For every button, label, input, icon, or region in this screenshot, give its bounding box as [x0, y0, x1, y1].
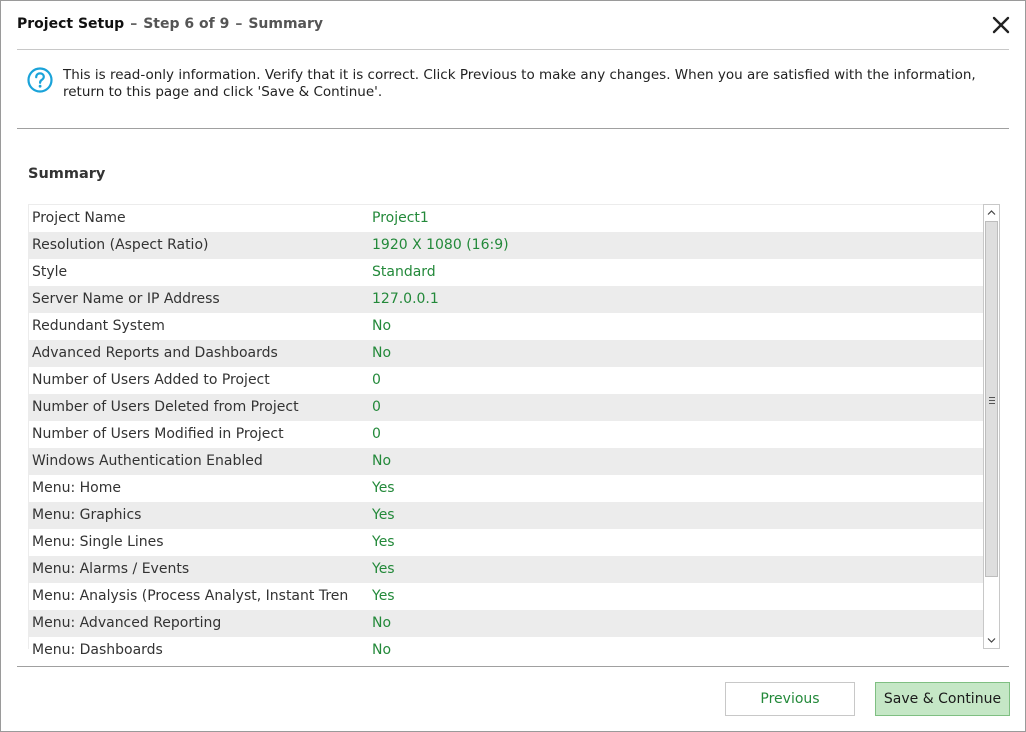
dialog-header	[17, 1, 1009, 50]
chevron-down-icon	[984, 633, 999, 648]
save-continue-button[interactable]: Save & Continue	[875, 682, 1010, 716]
scroll-up-button[interactable]	[984, 205, 999, 220]
row-label: Menu: Single Lines	[32, 534, 164, 550]
row-label: Advanced Reports and Dashboards	[32, 345, 278, 361]
title-separator: –	[235, 16, 243, 32]
section-title: Summary	[28, 166, 106, 182]
table-row	[29, 232, 984, 259]
scroll-down-button[interactable]	[984, 633, 999, 648]
row-label: Menu: Graphics	[32, 507, 142, 523]
row-value: 127.0.0.1	[372, 291, 439, 307]
row-value: 0	[372, 372, 381, 388]
table-row	[29, 205, 984, 232]
row-value: No	[372, 453, 392, 469]
scrollbar-thumb[interactable]	[985, 221, 998, 577]
row-label: Windows Authentication Enabled	[32, 453, 263, 469]
row-label: Menu: Advanced Reporting	[32, 615, 222, 631]
row-value: Project1	[372, 210, 429, 226]
table-row	[29, 421, 984, 448]
row-label: Server Name or IP Address	[32, 291, 220, 307]
row-label: Menu: Analysis (Process Analyst, Instant Tren	[32, 588, 349, 604]
table-row	[29, 394, 984, 421]
table-row	[29, 637, 984, 664]
page-name: Summary	[248, 16, 324, 32]
row-value: 0	[372, 399, 381, 415]
question-circle-icon	[27, 67, 53, 93]
row-value: Yes	[372, 561, 395, 577]
title-separator: –	[130, 16, 138, 32]
table-scrollbar[interactable]	[983, 204, 1000, 649]
row-value: 0	[372, 426, 381, 442]
table-row	[29, 502, 984, 529]
row-label: Menu: Dashboards	[32, 642, 163, 658]
row-label: Menu: Alarms / Events	[32, 561, 190, 577]
close-button[interactable]	[989, 13, 1013, 37]
row-value: 1920 X 1080 (16:9)	[372, 237, 509, 253]
table-row	[29, 259, 984, 286]
row-value: No	[372, 615, 392, 631]
table-row	[29, 529, 984, 556]
row-value: No	[372, 345, 392, 361]
dialog-footer	[17, 666, 1009, 732]
info-text: This is read-only information. Verify that it is correct. Click Previous to make any changes. When you are satisfied with the information, return to this page and click 'Save & Continue'.	[63, 67, 976, 100]
dialog-title	[17, 16, 323, 32]
row-label: Menu: Home	[32, 480, 121, 496]
row-label: Style	[32, 264, 68, 280]
row-label: Redundant System	[32, 318, 165, 334]
summary-table	[28, 204, 984, 658]
row-value: Yes	[372, 507, 395, 523]
row-value: No	[372, 318, 392, 334]
table-row	[29, 556, 984, 583]
table-row	[29, 610, 984, 637]
step-indicator: Step 6 of 9	[143, 16, 230, 32]
dialog-title-main: Project Setup	[17, 16, 125, 32]
row-value: No	[372, 642, 392, 658]
chevron-up-icon	[984, 205, 999, 220]
row-value: Yes	[372, 588, 395, 604]
row-label: Number of Users Deleted from Project	[32, 399, 299, 415]
row-label: Project Name	[32, 210, 126, 226]
table-row	[29, 367, 984, 394]
row-value: Yes	[372, 480, 395, 496]
row-value: Yes	[372, 534, 395, 550]
row-label: Number of Users Added to Project	[32, 372, 270, 388]
table-row	[29, 448, 984, 475]
row-value: Standard	[372, 264, 436, 280]
grip-icon	[989, 397, 995, 406]
row-label: Number of Users Modified in Project	[32, 426, 284, 442]
previous-button[interactable]: Previous	[725, 682, 855, 716]
table-row	[29, 583, 984, 610]
table-row	[29, 475, 984, 502]
table-row	[29, 313, 984, 340]
table-row	[29, 340, 984, 367]
table-row	[29, 286, 984, 313]
row-label: Resolution (Aspect Ratio)	[32, 237, 209, 253]
info-banner	[17, 50, 1009, 129]
close-icon	[989, 13, 1013, 37]
